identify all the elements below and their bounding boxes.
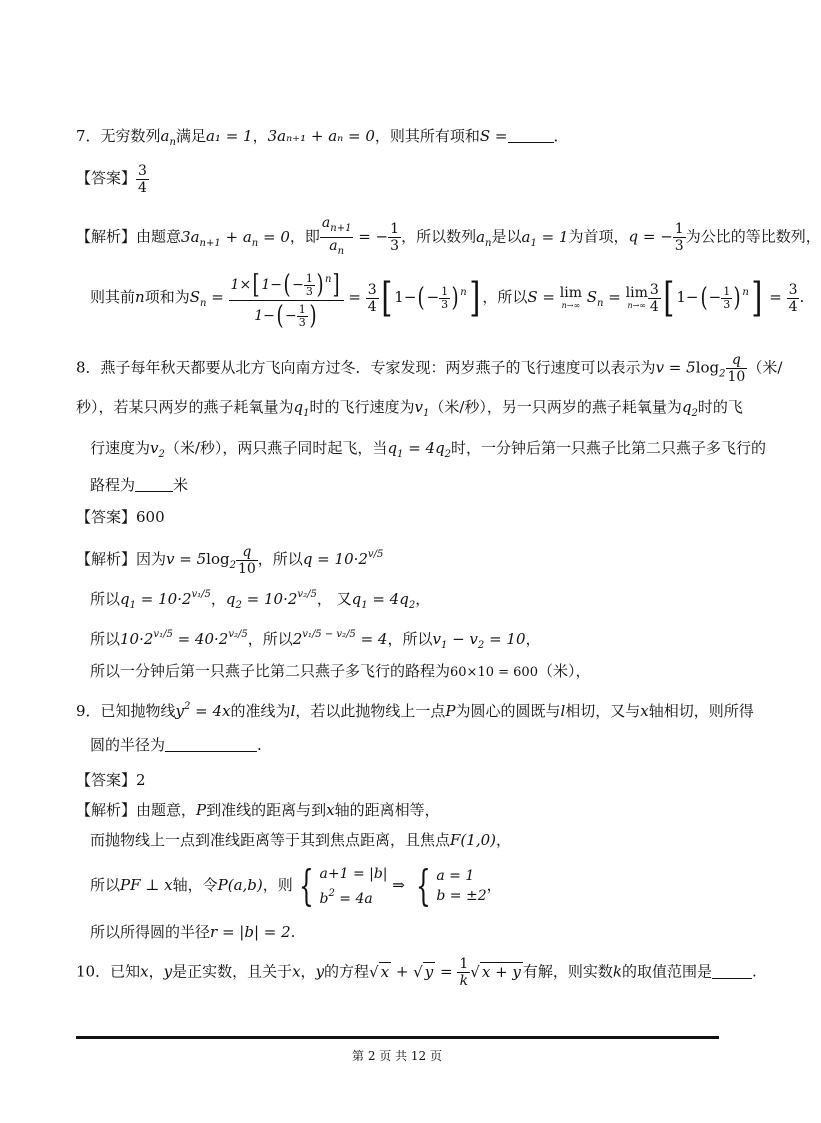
q9-analysis-line2: 而抛物线上一点到准线距离等于其到焦点距离，且焦点F(1,0)， — [90, 831, 511, 849]
q8-answer-value: 600 — [136, 508, 165, 526]
q9-answer: 【答案】2 — [76, 771, 146, 789]
q7-answer-blank — [508, 126, 554, 143]
q8-analysis-line1: 【解析】因为$v = 5\log_2$ $\frac{q}{10}$ ，所以$q = 10\cdot 2^{v/5}$ — [76, 543, 384, 577]
q7-sum-var: S = — [479, 127, 508, 145]
q7-analysis-line1: 【解析】由题意$3a_{n+1} + a_n = 0$，即 $\frac{a_{n+1}}{a_n}$ = − $\frac{1}{3}$ ，所以数列$a_n$是以$a_1 = 1$为首项，q = − $\frac{1}{3}$ 为公比的等比数列， — [76, 215, 821, 261]
q9-answer-blank — [165, 735, 257, 752]
q8-stem-line1: 8．燕子每年秋天都要从北方飞向南方过冬．专家发现：两岁燕子的飞行速度可以表示为$v = 5\log_2$ $\frac{q}{10}$ （米/ — [76, 352, 783, 385]
q7-cond: 满足 — [175, 127, 206, 145]
q8-analysis-line4: 所以一分钟后第一只燕子比第二只燕子多飞行的路程为60×10 = 600（米）， — [90, 662, 591, 680]
q10-stem: 10．已知x，y是正实数，且关于x，y的方程√ x + √ y = $\frac{1}{k}$ √ x + y 有解，则实数k的取值范围是 . — [76, 956, 757, 989]
q7-sum-formula: 1×[ 1−( − $\frac{1}{3}$ ) $^n$] 1−( − $\frac{1}{3}$ ) — [229, 265, 344, 331]
page-footer: 第 2 页 共 12 页 — [352, 1049, 442, 1063]
q9-stem-line1: 9．已知抛物线$y^2 = 4x$的准线为l，若以此抛物线上一点P为圆心的圆既与l相切，又与x轴相切，则所得 — [76, 701, 754, 720]
q8-analysis-line3: 所以$10\cdot 2^{v_1/5} = 40\cdot 2^{v_2/5}$，所以$2^{v_1/5 - v_2/5} = 4$，所以$v_1 - v_2 = 10$， — [90, 629, 541, 651]
q7-answer — [76, 162, 149, 196]
q7-relation: 3aₙ₊₁ + aₙ = 0 — [267, 127, 375, 145]
q8-answer-blank — [135, 475, 173, 492]
q9-analysis-line1: 【解析】由题意，P到准线的距离与到x轴的距离相等， — [76, 801, 440, 819]
q7-a1: a₁ = 1 — [205, 127, 253, 145]
q8-answer: 【答案】600 — [76, 508, 165, 526]
q8-analysis-line2: 所以$q_1 = 10\cdot 2^{v_1/5}$，$q_2 = 10\cdot 2^{v_2/5}$， 又$q_1 = 4q_2$， — [90, 589, 431, 611]
q9-analysis-line3: 所以PF ⊥ x轴，令P(a,b)，则 { a+1 = |b| $b^2 = 4a$ ⇒ { a = 1 b = ±2， — [90, 861, 502, 910]
q7-analysis-line2: 则其前n项和为$S_n$ = 1×[ 1−( − $\frac{1}{3}$ ) $^n$] 1−( − $\frac{1}{3}$ ) = $\frac{3}{4}$ [ 1−( − $\frac{1}{3}$ ) $^n$] ，所以S = lim n→∞ $S_n$ = lim n→∞ $\frac{3}{4}$ [ 1−( − $\frac{1}{3}$ ) $^n$] = $\frac{3}{4}$ . — [90, 258, 804, 339]
q9-answer-value: 2 — [136, 771, 146, 789]
q7-tail: ，则其所有项和 — [374, 127, 480, 145]
q7-stem: 7．无穷数列$a_n$满足a₁ = 1，3aₙ₊₁ + aₙ = 0，则其所有项和S = ． — [76, 127, 569, 148]
q7-answer-fraction: $\frac{3}{4}$ — [138, 162, 147, 196]
q7-prefix: 7．无穷数列 — [76, 127, 161, 145]
q10-answer-blank — [712, 962, 752, 979]
q9-analysis-line4: 所以所得圆的半径r = |b| = 2. — [90, 923, 296, 941]
q7-answer-label: 【答案】 — [76, 169, 137, 187]
q9-stem-line2: 圆的半径为 . — [90, 736, 262, 754]
q7-analysis-label: 【解析】 — [76, 227, 137, 246]
footer-rule — [76, 1036, 719, 1039]
q8-stem-line2: 秒），若某只两岁的燕子耗氧量为$q_1$时的飞行速度为$v_1$（米/秒），另一只两岁的燕子耗氧量为$q_2$时的飞 — [76, 398, 743, 419]
q8-stem-line4: 路程为 米 — [90, 476, 189, 494]
q8-stem-line3: 行速度为$v_2$（米/秒），两只燕子同时起飞，当$q_1 = 4q_2$时，一分钟后第一只燕子比第二只燕子多飞行的 — [90, 439, 767, 460]
